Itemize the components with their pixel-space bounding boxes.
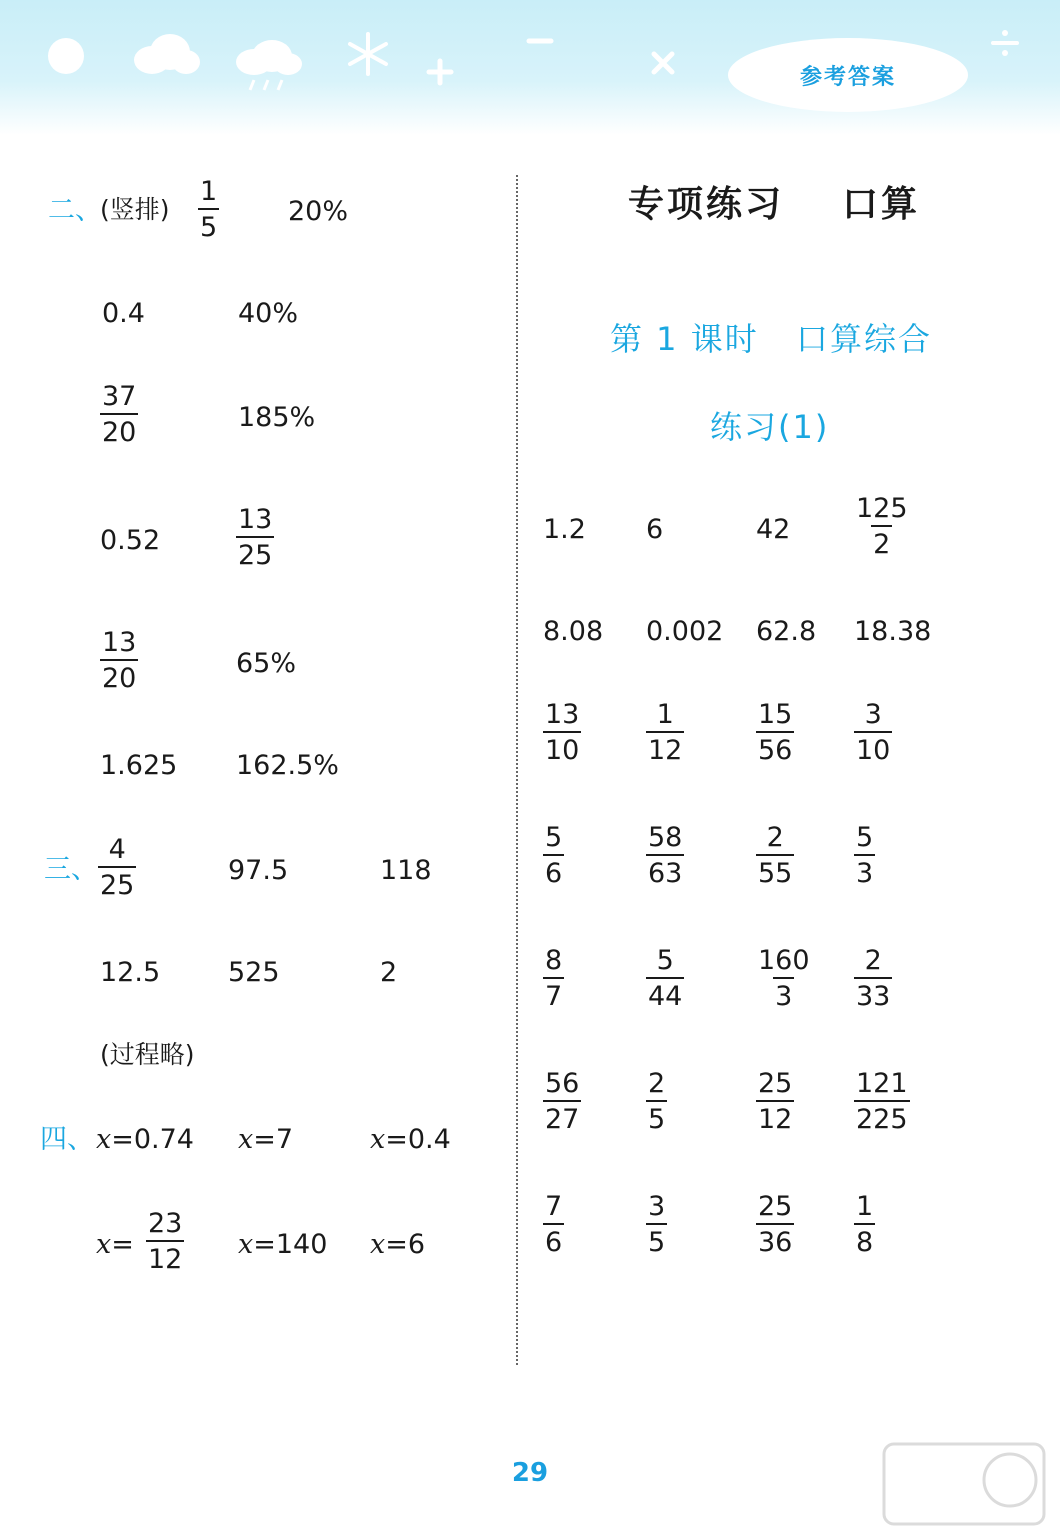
process-omitted-note: (过程略) [100, 1040, 195, 1069]
answer-text: 118 [380, 855, 432, 886]
answer-text: 0.002 [646, 616, 724, 647]
fraction-answer: $\frac{23}{12}$ [148, 1208, 183, 1275]
fraction-answer: $\frac{1}{8}$ [856, 1191, 874, 1258]
cloud-icon [130, 30, 202, 80]
equation-answer: x=6 [370, 1229, 426, 1260]
answer-badge-label: 参考答案 [799, 64, 896, 90]
fraction-answer: $\frac{125}{2}$ [856, 493, 908, 560]
fraction-answer: $\frac{160}{3}$ [758, 945, 810, 1012]
fraction-answer: $\frac{2}{33}$ [856, 945, 891, 1012]
answer-text: 525 [228, 957, 280, 988]
answer-text: 1.625 [100, 750, 178, 781]
answer-badge [728, 38, 968, 112]
fraction-answer: $\frac{8}{7}$ [545, 945, 563, 1012]
fraction-answer: $\frac{56}{27}$ [545, 1068, 580, 1135]
divide-icon [990, 28, 1020, 58]
fraction-answer: $\frac{13}{10}$ [545, 699, 580, 766]
equation-answer: x=140 [238, 1229, 328, 1260]
section-title-topic: 口算 [842, 184, 921, 225]
fraction-answer: $\frac{13}{20}$ [102, 627, 137, 694]
exercise-title: 练习(1) [710, 408, 830, 446]
answer-text: 40% [238, 298, 299, 329]
rain-cloud-icon [232, 36, 304, 94]
answer-text: 12.5 [100, 957, 161, 988]
answer-text: 0.52 [100, 525, 161, 556]
answer-text: 65% [236, 648, 297, 679]
fraction-answer: $\frac{3}{5}$ [648, 1191, 666, 1258]
section-note-vertical: (竖排) [100, 195, 170, 224]
fraction-answer: $\frac{121}{225}$ [856, 1068, 908, 1135]
snowflake-icon [344, 30, 392, 78]
fraction-answer: $\frac{37}{20}$ [102, 381, 137, 448]
section-title: 专项练习 [628, 184, 785, 225]
column-divider [516, 175, 518, 1365]
fraction-answer: $\frac{2}{55}$ [758, 822, 793, 889]
equation-answer: x=0.74 [96, 1124, 194, 1155]
fraction-answer: $\frac{5}{3}$ [856, 822, 874, 889]
section-label-4: 四、 [40, 1124, 94, 1155]
section-label-2: 二、 [48, 195, 102, 226]
lesson-number: 第 1 课时 [610, 320, 759, 358]
fraction-answer: $\frac{2}{5}$ [648, 1068, 666, 1135]
watermark-logo [880, 1440, 1050, 1534]
answer-text: 162.5% [236, 750, 339, 781]
answer-text: 20% [288, 196, 349, 227]
sun-icon [46, 36, 86, 76]
answer-text: 18.38 [854, 616, 932, 647]
fraction-answer: $\frac{5}{6}$ [545, 822, 563, 889]
answer-text: 42 [756, 514, 791, 545]
fraction-answer: $\frac{58}{63}$ [648, 822, 683, 889]
fraction-answer: $\frac{1}{12}$ [648, 699, 683, 766]
page-number: 29 [511, 1458, 549, 1488]
answer-text: 97.5 [228, 855, 289, 886]
answer-text: 2 [380, 957, 398, 988]
lesson-topic: 口算综合 [796, 320, 933, 358]
fraction-answer: $\frac{4}{25}$ [100, 834, 135, 901]
fraction-answer: $\frac{7}{6}$ [545, 1191, 563, 1258]
answer-text: 0.4 [102, 298, 145, 329]
fraction-answer: $\frac{25}{36}$ [758, 1191, 793, 1258]
answer-text: 185% [238, 402, 316, 433]
minus-icon [526, 34, 554, 48]
plus-icon [426, 58, 454, 86]
fraction-answer: $\frac{3}{10}$ [856, 699, 891, 766]
equation-variable: x= [96, 1229, 134, 1260]
times-icon [650, 50, 676, 76]
fraction-answer: $\frac{13}{25}$ [238, 504, 273, 571]
answer-text: 1.2 [543, 514, 586, 545]
answer-text: 8.08 [543, 616, 604, 647]
fraction-answer: $\frac{25}{12}$ [758, 1068, 793, 1135]
section-label-3: 三、 [44, 854, 98, 885]
fraction-answer: $\frac{15}{56}$ [758, 699, 793, 766]
answer-text: 6 [646, 514, 664, 545]
equation-answer: x=7 [238, 1124, 294, 1155]
equation-answer: x=0.4 [370, 1124, 451, 1155]
fraction-answer: $\frac{1}{5}$ [200, 176, 218, 243]
fraction-answer: $\frac{5}{44}$ [648, 945, 683, 1012]
answer-text: 62.8 [756, 616, 817, 647]
